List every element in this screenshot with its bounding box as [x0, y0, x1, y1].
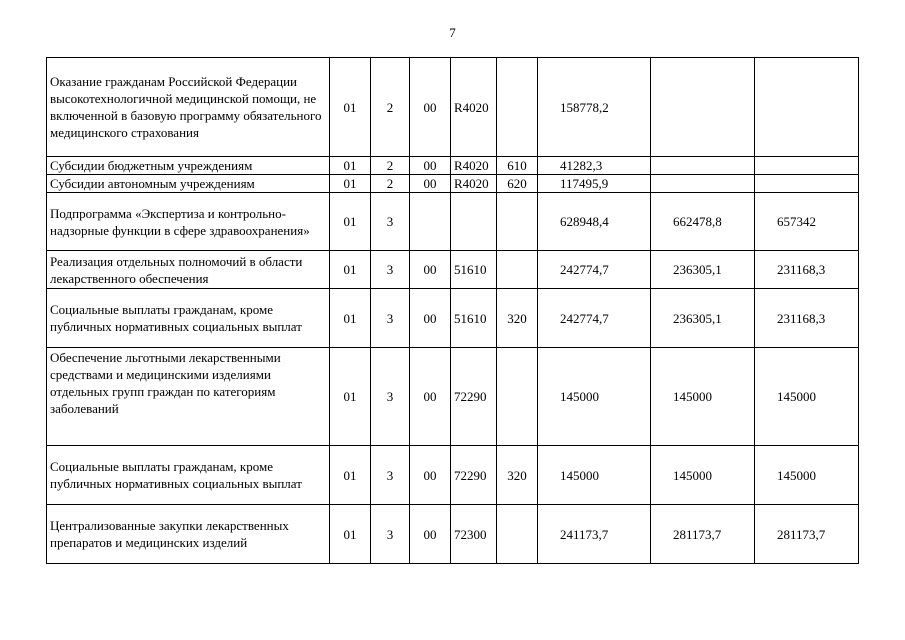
cell-code-2: 3: [371, 446, 410, 505]
cell-code-5: [497, 193, 538, 251]
row-name: Социальные выплаты гражданам, кроме публичных нормативных социальных выплат: [47, 289, 330, 348]
table-row: [47, 446, 859, 505]
cell-code-1: 01: [330, 58, 371, 157]
cell-code-4: 72300: [451, 505, 497, 564]
cell-code-2: 3: [371, 251, 410, 289]
cell-code-2: 3: [371, 505, 410, 564]
cell-code-4: 72290: [451, 446, 497, 505]
cell-code-1: 01: [330, 505, 371, 564]
cell-code-5: 620: [497, 175, 538, 193]
cell-amount-1: 158778,2: [538, 58, 651, 157]
cell-code-4: R4020: [451, 175, 497, 193]
cell-code-1: 01: [330, 193, 371, 251]
cell-amount-2: 662478,8: [651, 193, 755, 251]
cell-code-5: [497, 251, 538, 289]
table-row: [47, 505, 859, 564]
cell-code-3: 00: [410, 157, 451, 175]
cell-amount-1: 242774,7: [538, 289, 651, 348]
cell-code-1: 01: [330, 251, 371, 289]
cell-code-5: 320: [497, 289, 538, 348]
cell-code-1: 01: [330, 175, 371, 193]
row-name: Оказание гражданам Российской Федерации высокотехнологичной медицинской помощи, не включенной в базовую программу обязательного медицинского страхования: [47, 58, 330, 157]
cell-code-5: 320: [497, 446, 538, 505]
row-name: Субсидии автономным учреждениям: [47, 175, 330, 193]
cell-amount-1: 242774,7: [538, 251, 651, 289]
cell-code-4: 51610: [451, 289, 497, 348]
cell-code-1: 01: [330, 446, 371, 505]
row-name: Реализация отдельных полномочий в области лекарственного обеспечения: [47, 251, 330, 289]
cell-amount-3: 281173,7: [755, 505, 859, 564]
cell-code-5: 610: [497, 157, 538, 175]
cell-amount-2: 236305,1: [651, 289, 755, 348]
cell-amount-3: [755, 157, 859, 175]
cell-amount-2: 236305,1: [651, 251, 755, 289]
row-name: Субсидии бюджетным учреждениям: [47, 157, 330, 175]
cell-code-1: 01: [330, 157, 371, 175]
cell-code-4: [451, 193, 497, 251]
cell-amount-3: 231168,3: [755, 251, 859, 289]
row-name: Подпрограмма «Экспертиза и контрольно-надзорные функции в сфере здравоохранения»: [47, 193, 330, 251]
cell-code-5: [497, 58, 538, 157]
cell-code-2: 3: [371, 193, 410, 251]
cell-code-4: 51610: [451, 251, 497, 289]
table-row: [47, 157, 859, 175]
table-row: [47, 58, 859, 157]
row-name: Социальные выплаты гражданам, кроме публичных нормативных социальных выплат: [47, 446, 330, 505]
cell-code-3: 00: [410, 289, 451, 348]
cell-code-2: 3: [371, 289, 410, 348]
cell-amount-2: 145000: [651, 446, 755, 505]
table-row: [47, 348, 859, 446]
budget-table: [46, 57, 859, 564]
page-number: 7: [449, 25, 456, 40]
table-row: [47, 193, 859, 251]
cell-amount-1: 145000: [538, 348, 651, 446]
cell-amount-1: 117495,9: [538, 175, 651, 193]
cell-code-3: 00: [410, 505, 451, 564]
cell-amount-1: 241173,7: [538, 505, 651, 564]
cell-amount-2: 281173,7: [651, 505, 755, 564]
cell-amount-2: [651, 58, 755, 157]
cell-amount-3: 145000: [755, 446, 859, 505]
cell-code-4: R4020: [451, 157, 497, 175]
cell-amount-3: 657342: [755, 193, 859, 251]
cell-code-3: 00: [410, 175, 451, 193]
cell-amount-2: [651, 175, 755, 193]
cell-code-3: 00: [410, 58, 451, 157]
cell-amount-3: 145000: [755, 348, 859, 446]
cell-code-4: 72290: [451, 348, 497, 446]
cell-code-5: [497, 348, 538, 446]
cell-amount-3: [755, 175, 859, 193]
cell-amount-3: [755, 58, 859, 157]
cell-amount-2: 145000: [651, 348, 755, 446]
table-row: [47, 289, 859, 348]
cell-code-5: [497, 505, 538, 564]
cell-code-1: 01: [330, 289, 371, 348]
row-name: Обеспечение льготными лекарственными средствами и медицинскими изделиями отдельных групп граждан по категориям заболеваний: [47, 348, 330, 446]
cell-amount-3: 231168,3: [755, 289, 859, 348]
cell-code-4: R4020: [451, 58, 497, 157]
cell-code-3: 00: [410, 446, 451, 505]
row-name: Централизованные закупки лекарственных препаратов и медицинских изделий: [47, 505, 330, 564]
cell-code-2: 2: [371, 157, 410, 175]
cell-code-3: 00: [410, 348, 451, 446]
cell-code-3: [410, 193, 451, 251]
cell-amount-2: [651, 157, 755, 175]
cell-code-2: 3: [371, 348, 410, 446]
cell-amount-1: 41282,3: [538, 157, 651, 175]
cell-code-1: 01: [330, 348, 371, 446]
table-row: [47, 251, 859, 289]
cell-amount-1: 628948,4: [538, 193, 651, 251]
cell-code-2: 2: [371, 58, 410, 157]
cell-code-3: 00: [410, 251, 451, 289]
table-row: [47, 175, 859, 193]
cell-code-2: 2: [371, 175, 410, 193]
cell-amount-1: 145000: [538, 446, 651, 505]
